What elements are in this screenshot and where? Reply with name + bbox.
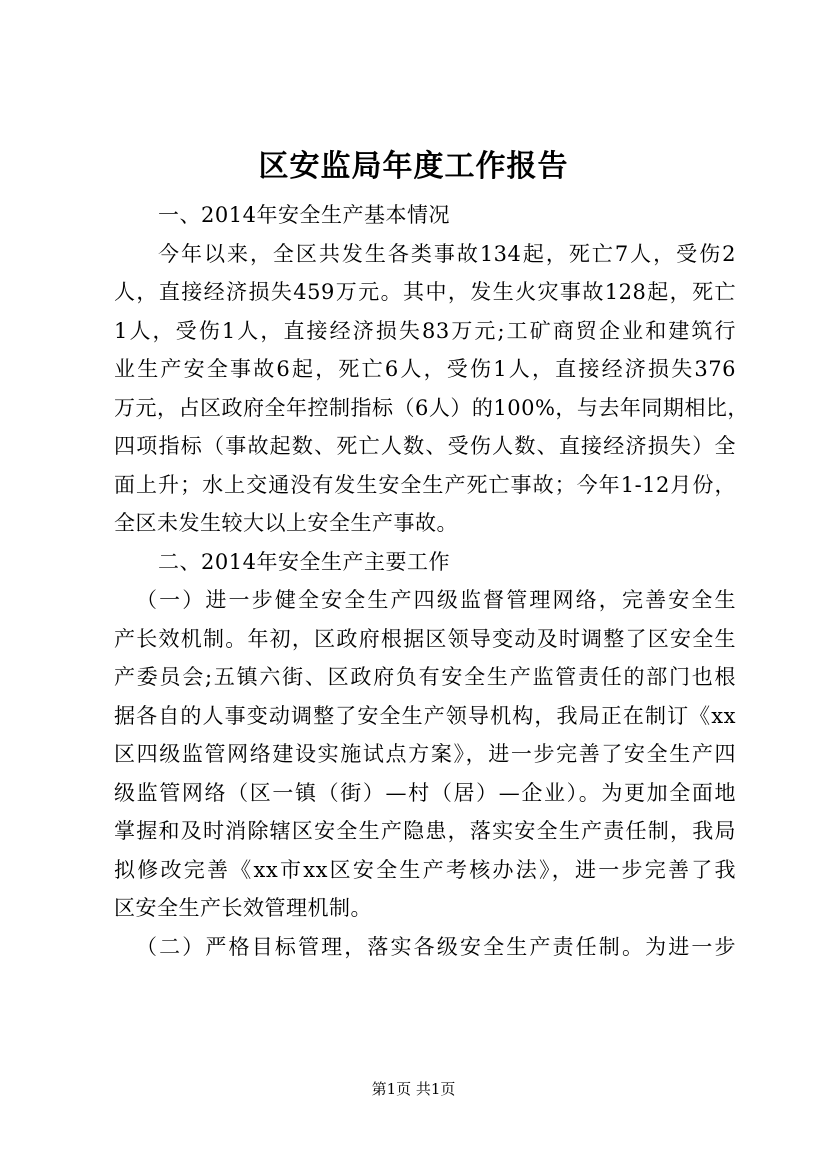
paragraph-line: 今年以来，全区共发生各类事故134起，死亡7人，受伤2 <box>158 241 736 266</box>
paragraph-line: 产长效机制。年初，区政府根据区领导变动及时调整了区安全生 <box>114 626 736 651</box>
paragraph-line: 拟修改完善《xx市xx区安全生产考核办法》，进一步完善了我 <box>114 857 736 882</box>
paragraph-line: 面上升；水上交通没有发生安全生产死亡事故；今年1-12月份， <box>114 472 736 497</box>
page-number: 第1页 共1页 <box>371 1080 456 1098</box>
paragraph-line: 掌握和及时消除辖区安全生产隐患，落实安全生产责任制，我局 <box>114 819 736 843</box>
paragraph-line: （一）进一步健全安全生产四级监督管理网络，完善安全生 <box>136 588 736 612</box>
paragraph-line: 万元，占区政府全年控制指标（6人）的100%，与去年同期相比， <box>114 395 749 420</box>
section-heading: 一、2014年安全生产基本情况 <box>158 203 450 227</box>
paragraph-line: 四项指标（事故起数、死亡人数、受伤人数、直接经济损失）全 <box>114 434 736 458</box>
paragraph-line: 1人，受伤1人，直接经济损失83万元;工矿商贸企业和建筑行 <box>114 318 736 343</box>
paragraph-line: （二）严格目标管理，落实各级安全生产责任制。为进一步 <box>136 934 736 959</box>
paragraph-line: 产委员会;五镇六街、区政府负有安全生产监管责任的部门也根 <box>114 665 736 689</box>
paragraph-line: 区安全生产长效管理机制。 <box>114 896 372 920</box>
paragraph-line: 据各自的人事变动调整了安全生产领导机构，我局正在制订《xx <box>114 703 736 728</box>
document-title: 区安监局年度工作报告 <box>258 149 569 184</box>
paragraph-line: 级监管网络（区一镇（街）—村（居）—企业）。为更加全面地 <box>114 780 736 805</box>
document-body <box>114 196 749 966</box>
paragraph-line: 业生产安全事故6起，死亡6人，受伤1人，直接经济损失376 <box>114 357 736 381</box>
paragraph-line: 人，直接经济损失459万元。其中，发生火灾事故128起，死亡 <box>114 280 736 304</box>
paragraph-line: 全区未发生较大以上安全生产事故。 <box>114 511 458 535</box>
paragraph-line: 区四级监管网络建设实施试点方案》，进一步完善了安全生产四 <box>114 742 736 766</box>
section-heading: 二、2014年安全生产主要工作 <box>158 549 450 574</box>
